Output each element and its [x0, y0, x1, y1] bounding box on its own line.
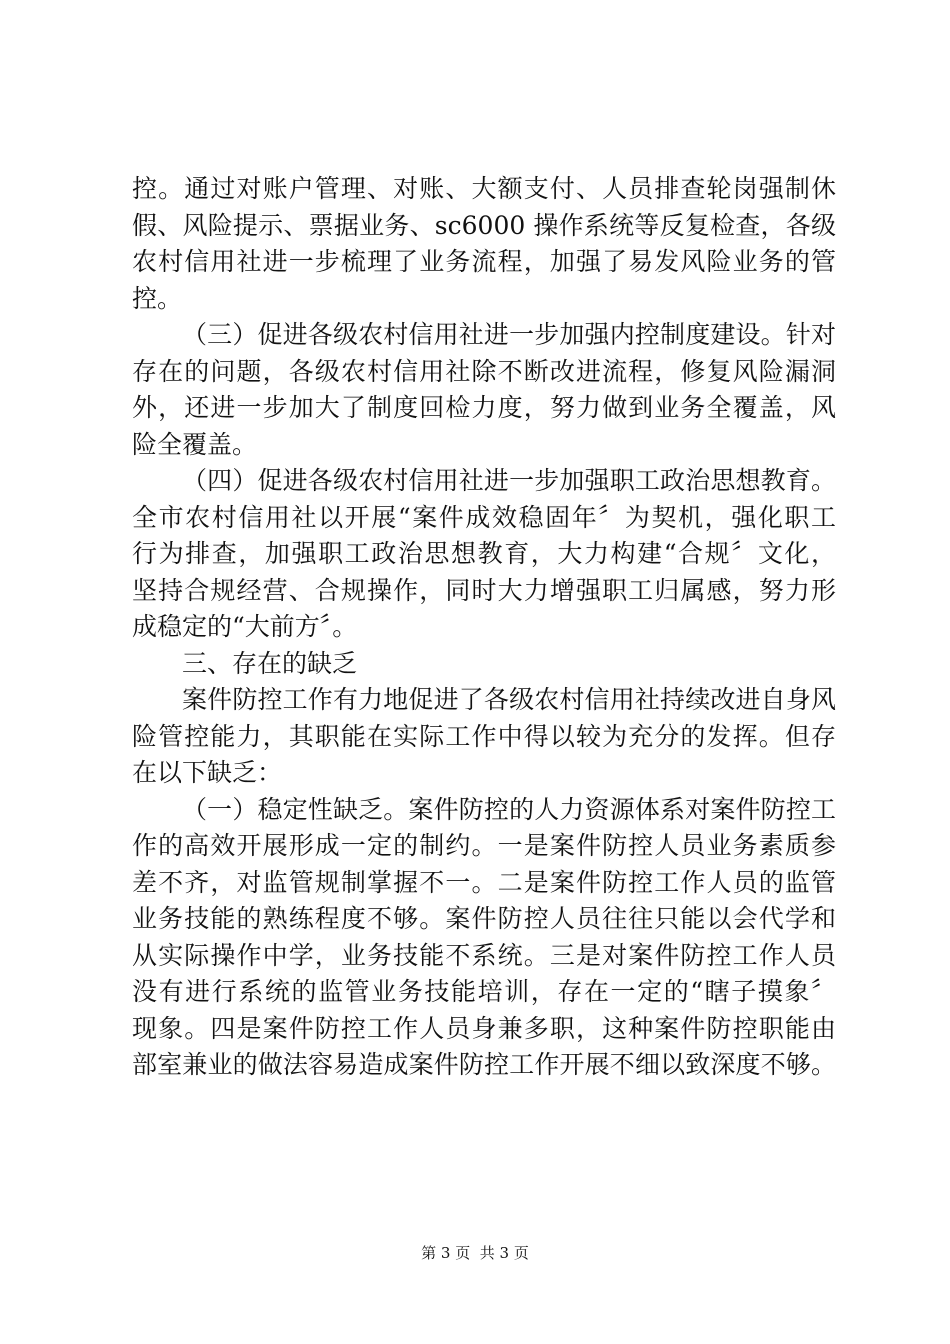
document-body [132, 171, 836, 1084]
text-line: 坚持合规经营、合规操作，同时大力增强职工归属感，努力形 [132, 575, 836, 605]
text-line: 没有进行系统的监管业务技能培训，存在一定的“瞎子摸象〞 [132, 977, 836, 1006]
paragraph-start-line: （四）促进各级农村信用社进一步加强职工政治思想教育。 [182, 466, 836, 495]
text-line: 作的高效开展形成一定的制约。一是案件防控人员业务素质参 [132, 831, 836, 860]
paragraph-start-line: （一）稳定性缺乏。案件防控的人力资源体系对案件防控工 [182, 794, 836, 824]
text-line: 现象。四是案件防控工作人员身兼多职，这种案件防控职能由 [132, 1013, 836, 1043]
text-line: 从实际操作中学，业务技能不系统。三是对案件防控工作人员 [132, 940, 836, 970]
text-line: 存在的问题，各级农村信用社除不断改进流程，修复风险漏洞 [132, 356, 836, 386]
text-line: 险管控能力，其职能在实际工作中得以较为充分的发挥。但存 [132, 721, 836, 751]
text-line: 在以下缺乏： [132, 758, 283, 787]
text-line: 控。 [132, 283, 183, 313]
text-line: 控。通过对账户管理、对账、大额支付、人员排查轮岗强制休 [132, 174, 836, 203]
page-footer [0, 1243, 950, 1263]
page-number-label: 第 3 页 共 3 页 [421, 1244, 529, 1262]
text-line: 部室兼业的做法容易造成案件防控工作开展不细以致深度不够。 [132, 1050, 836, 1079]
text-line: 差不齐，对监管规制掌握不一。二是案件防控工作人员的监管 [132, 867, 836, 897]
paragraph-start-line: （三）促进各级农村信用社进一步加强内控制度建设。针对 [182, 320, 836, 349]
text-line: 险全覆盖。 [132, 429, 258, 459]
paragraph-start-line: 案件防控工作有力地促进了各级农村信用社持续改进自身风 [182, 685, 836, 714]
text-line: 农村信用社进一步梳理了业务流程，加强了易发风险业务的管 [132, 247, 836, 276]
text-line: 成稳定的“大前方〞。 [132, 612, 358, 641]
text-line: 行为排查，加强职工政治思想教育，大力构建“合规〞文化， [132, 539, 836, 568]
text-line: 假、风险提示、票据业务、sc6000 操作系统等反复检查，各级 [132, 210, 836, 240]
text-line: 外，还进一步加大了制度回检力度，努力做到业务全覆盖，风 [132, 393, 836, 422]
section-heading: 三、存在的缺乏 [182, 648, 358, 678]
text-line: 全市农村信用社以开展“案件成效稳固年〞为契机，强化职工 [132, 502, 836, 532]
text-line: 业务技能的熟练程度不够。案件防控人员往往只能以会代学和 [132, 904, 836, 933]
